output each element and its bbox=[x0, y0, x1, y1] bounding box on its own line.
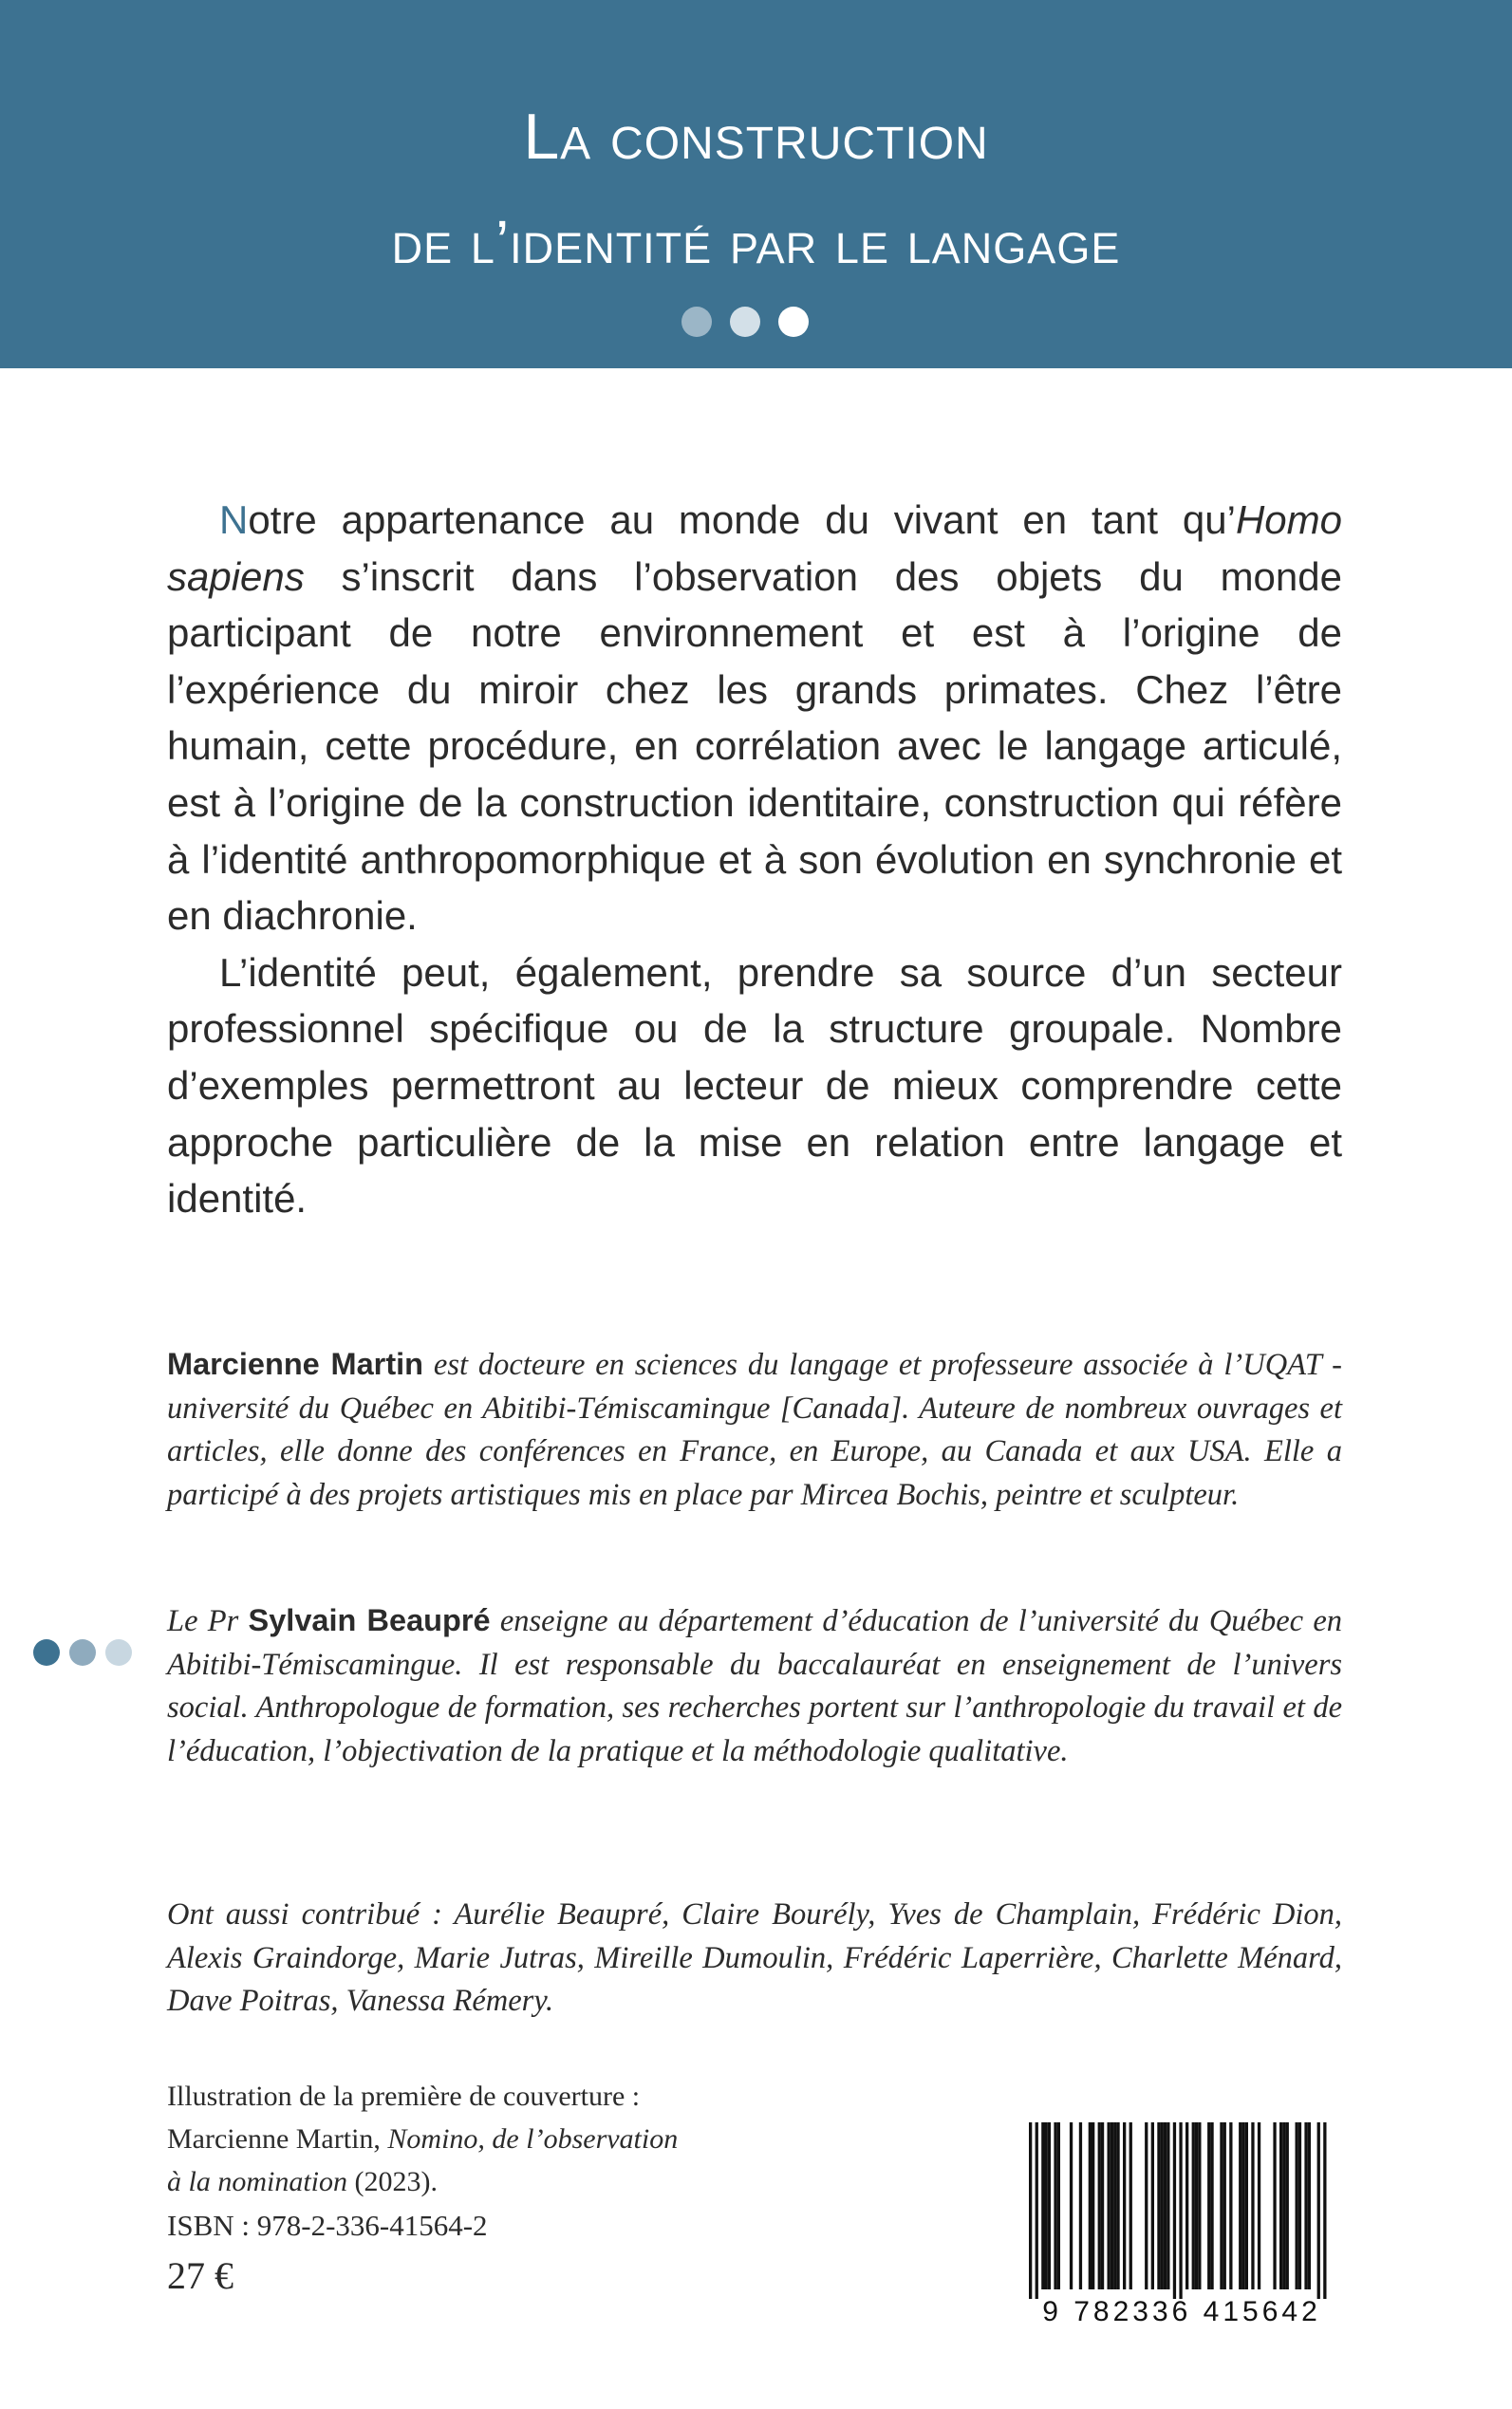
summary-p1-italic: Homo sapiens bbox=[167, 497, 1342, 599]
barcode-bar bbox=[1279, 2122, 1282, 2289]
barcode-bar bbox=[1036, 2122, 1038, 2299]
barcode-bar bbox=[1123, 2122, 1126, 2289]
barcode-bar bbox=[1229, 2122, 1232, 2289]
side-dot-2 bbox=[69, 1639, 96, 1666]
side-dot-3 bbox=[105, 1639, 132, 1666]
cover-illustration-credit bbox=[167, 2075, 831, 2203]
barcode-bar bbox=[1041, 2122, 1044, 2289]
barcode-bar bbox=[1029, 2122, 1032, 2299]
barcode-bar bbox=[1273, 2122, 1276, 2289]
barcode-bar bbox=[1298, 2122, 1301, 2289]
barcode-bar bbox=[1258, 2122, 1260, 2289]
barcode-bar bbox=[1198, 2122, 1201, 2289]
author2-text: enseigne au département d’éducation de l’université du Québec en Abitibi-Témiscamingue. Il est responsable du baccalauréat en enseignement de l’univers social. Anthropologue de formation, ses recherches portent sur l’anthropologie du travail et de l’éducation, l’objectivation de la pratique et la méthodologie qualitative. bbox=[167, 1604, 1343, 1768]
barcode-bar bbox=[1245, 2122, 1248, 2289]
summary-p1-text-b: s’inscrit dans l’observation des objets du monde participant de notre environnement et est à l’origine de l’expérience du miroir chez les grands primates. Chez l’être humain, cette procédure, en corrélation avec le langage articulé, est à l’origine de la construction identitaire, construction qui réfère à l’identité anthropomorphique et à son évolution en synchronie et en diachronie. bbox=[167, 553, 1342, 939]
barcode-bar bbox=[1070, 2122, 1073, 2289]
barcode-bar bbox=[1048, 2122, 1051, 2289]
author1-text: est docteure en sciences du langage et professeure associée à l’UQAT - université du Québec en Abitibi-Témiscamingue [Canada]. Auteure de nombreux ouvrages et articles, elle donne des conférences en France, en Europe, au Canada et aux USA. Elle a participé à des projets artistiques mis en place par Mircea Bochis, peintre et sculpteur. bbox=[167, 1348, 1342, 1512]
credit-work-title-b: à la nomination bbox=[167, 2166, 348, 2197]
barcode-bar bbox=[1195, 2122, 1198, 2289]
barcode-bar bbox=[1282, 2122, 1285, 2289]
barcode bbox=[1025, 2122, 1338, 2327]
barcode-bar bbox=[1151, 2122, 1154, 2289]
barcode-bar bbox=[1207, 2122, 1210, 2289]
summary bbox=[167, 492, 1342, 1227]
barcode-bar bbox=[1111, 2122, 1113, 2289]
book-title-line-1: La construction bbox=[523, 101, 989, 173]
barcode-bar bbox=[1157, 2122, 1160, 2289]
header-dots bbox=[681, 307, 809, 337]
barcode-bar bbox=[1173, 2122, 1176, 2299]
barcode-bar bbox=[1304, 2122, 1307, 2289]
header-dot-2 bbox=[730, 307, 760, 337]
barcode-bar bbox=[1089, 2122, 1092, 2289]
barcode-bar bbox=[1179, 2122, 1182, 2299]
credit-line-3 bbox=[167, 2160, 831, 2203]
author-bio-1 bbox=[167, 1343, 1342, 1517]
barcode-bar bbox=[1241, 2122, 1244, 2289]
author2-name: Sylvain Beaupré bbox=[248, 1603, 491, 1637]
summary-paragraph-1 bbox=[167, 492, 1342, 944]
header-dot-3 bbox=[778, 307, 809, 337]
barcode-bar bbox=[1251, 2122, 1254, 2289]
barcode-bar bbox=[1239, 2122, 1241, 2289]
barcode-bar bbox=[1323, 2122, 1326, 2299]
author1-name: Marcienne Martin bbox=[167, 1347, 424, 1381]
header-band bbox=[0, 0, 1512, 368]
barcode-bar bbox=[1113, 2122, 1116, 2289]
barcode-bar bbox=[1167, 2122, 1169, 2289]
barcode-bar bbox=[1054, 2122, 1056, 2289]
barcode-bars bbox=[1025, 2122, 1338, 2299]
isbn: ISBN : 978-2-336-41564-2 bbox=[167, 2209, 488, 2242]
barcode-bar bbox=[1223, 2122, 1226, 2289]
book-title-line-2: de l’identité par le langage bbox=[391, 208, 1121, 276]
barcode-bar bbox=[1098, 2122, 1101, 2289]
credit-line-1: Illustration de la première de couverture : bbox=[167, 2081, 641, 2112]
barcode-bar bbox=[1185, 2122, 1188, 2289]
barcode-bar bbox=[1317, 2122, 1320, 2299]
barcode-bar bbox=[1129, 2122, 1132, 2289]
barcode-bar bbox=[1296, 2122, 1298, 2289]
summary-p1-text-a: otre appartenance au monde du vivant en tant qu’ bbox=[248, 497, 1236, 542]
barcode-bar bbox=[1101, 2122, 1104, 2289]
barcode-bar bbox=[1145, 2122, 1148, 2289]
barcode-bar bbox=[1220, 2122, 1223, 2289]
barcode-bar bbox=[1079, 2122, 1082, 2289]
barcode-bar bbox=[1210, 2122, 1213, 2289]
side-dot-1 bbox=[33, 1639, 60, 1666]
barcode-bar bbox=[1192, 2122, 1195, 2289]
author-bio-2 bbox=[167, 1599, 1342, 1773]
drop-initial: N bbox=[219, 497, 249, 542]
header-dot-1 bbox=[681, 307, 712, 337]
contributors: Ont aussi contribué : Aurélie Beaupré, Claire Bourély, Yves de Champlain, Frédéric Dion, Alexis Graindorge, Marie Jutras, Mireille Dumoulin, Frédéric Laperrière, Charlette Ménard, Dave Poitras, Vanessa Rémery. bbox=[167, 1897, 1342, 2018]
barcode-bar bbox=[1045, 2122, 1048, 2289]
barcode-bar bbox=[1164, 2122, 1167, 2289]
barcode-bar bbox=[1116, 2122, 1119, 2289]
barcode-bar bbox=[1286, 2122, 1289, 2289]
summary-paragraph-2: L’identité peut, également, prendre sa source d’un secteur professionnel spécifique ou de la structure groupale. Nombre d’exemples permettront au lecteur de mieux comprendre cette approche particulière de la mise en relation entre langage et identité. bbox=[167, 949, 1342, 1222]
barcode-bar bbox=[1057, 2122, 1060, 2289]
barcode-bar bbox=[1161, 2122, 1164, 2289]
credit-year: (2023). bbox=[347, 2166, 438, 2197]
barcode-bar bbox=[1092, 2122, 1094, 2289]
barcode-bar bbox=[1308, 2122, 1311, 2289]
side-dots bbox=[33, 1639, 132, 1666]
author2-prefix: Le Pr bbox=[167, 1604, 249, 1638]
credit-work-title-a: Nomino, de l’observation bbox=[387, 2123, 679, 2155]
credit-author: Marcienne Martin, bbox=[167, 2123, 388, 2155]
price: 27 € bbox=[167, 2254, 233, 2297]
barcode-bar bbox=[1108, 2122, 1111, 2289]
credit-line-2 bbox=[167, 2118, 831, 2160]
barcode-digits: 9 782336 415642 bbox=[1042, 2296, 1321, 2327]
